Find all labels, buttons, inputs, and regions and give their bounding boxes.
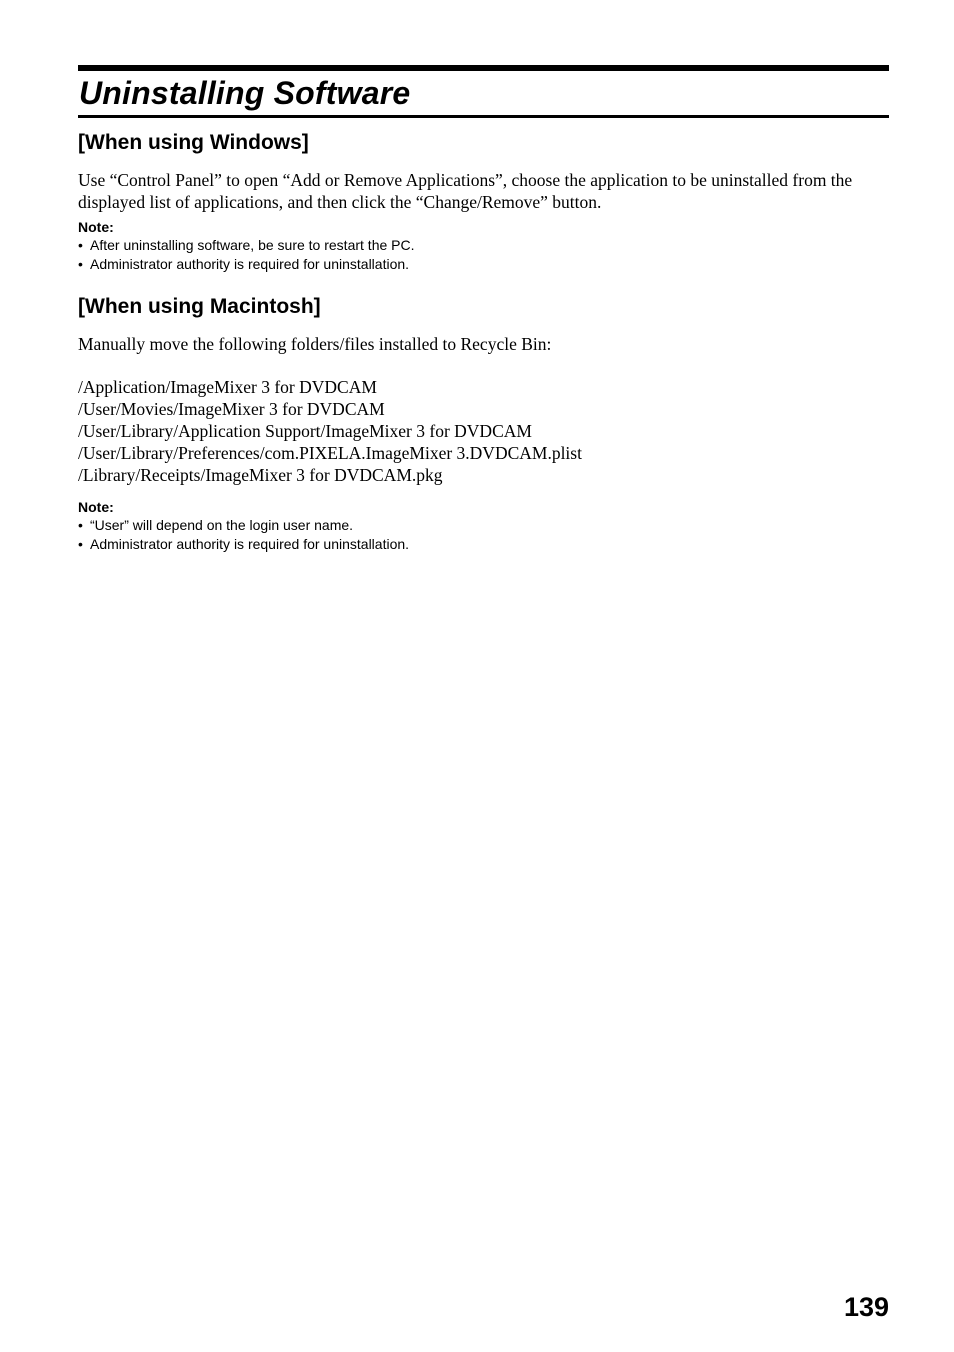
windows-note-label: Note: xyxy=(78,219,114,235)
bullet-icon: • xyxy=(78,255,83,272)
windows-note xyxy=(78,218,878,273)
macintosh-path-list xyxy=(78,376,582,486)
windows-note-list xyxy=(78,236,878,273)
bullet-icon: • xyxy=(78,535,83,552)
note-text: “User” will depend on the login user name. xyxy=(90,517,354,533)
path-item: /User/Library/Preferences/com.PIXELA.ImageMixer 3.DVDCAM.plist xyxy=(78,443,582,463)
note-item xyxy=(78,255,878,274)
note-item xyxy=(78,535,878,554)
note-item xyxy=(78,236,878,255)
note-item xyxy=(78,516,878,535)
path-item: /User/Library/Application Support/ImageMixer 3 for DVDCAM xyxy=(78,421,532,441)
bullet-icon: • xyxy=(78,237,83,253)
windows-section-heading: [When using Windows] xyxy=(78,131,309,154)
note-text: Administrator authority is required for uninstallation. xyxy=(90,535,410,552)
macintosh-note xyxy=(78,498,878,553)
macintosh-instructions: Manually move the following folders/files installed to Recycle Bin: xyxy=(78,334,552,354)
macintosh-section-heading: [When using Macintosh] xyxy=(78,295,321,318)
title-rule xyxy=(78,115,889,118)
page-number: 139 xyxy=(843,1292,889,1322)
top-rule xyxy=(78,65,889,71)
note-text: After uninstalling software, be sure to restart the PC. xyxy=(90,237,415,253)
path-item: /User/Movies/ImageMixer 3 for DVDCAM xyxy=(78,399,385,419)
note-text: Administrator authority is required for uninstallation. xyxy=(90,255,410,272)
page-title: Uninstalling Software xyxy=(79,75,411,111)
macintosh-note-list xyxy=(78,516,878,553)
bullet-icon: • xyxy=(78,517,83,533)
path-item: /Library/Receipts/ImageMixer 3 for DVDCAM.pkg xyxy=(78,465,443,485)
macintosh-note-label: Note: xyxy=(78,499,114,515)
windows-instructions: Use “Control Panel” to open “Add or Remove Applications”, choose the application to be uninstalled from the displayed list of applications, and then click the “Change/Remove” button. xyxy=(78,170,853,212)
path-item: /Application/ImageMixer 3 for DVDCAM xyxy=(78,377,377,397)
